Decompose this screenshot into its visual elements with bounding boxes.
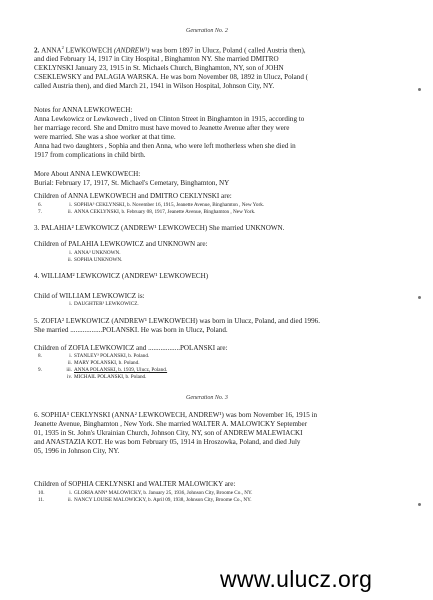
child-entry: ANNA CEKLYNSKI, b. February 08, 1917, Jeanette Avenue, Binghamton , New York. xyxy=(74,209,256,215)
child-number: 11. xyxy=(38,497,45,503)
child-entry: MARY POLANSKI, b. Poland. xyxy=(74,360,140,366)
sophia-line-5: 05, 1996 in Johnson City, NY. xyxy=(34,446,120,455)
child-roman: i. xyxy=(69,250,72,256)
anna-line-1 xyxy=(34,44,410,55)
children-anna-heading: Children of ANNA LEWKOWECH and DMITRO CEKLYNSKI are: xyxy=(34,192,232,200)
william-children-heading: Child of WILLIAM LEWKOWICZ is: xyxy=(34,292,145,300)
child-entry: STANLEY³ POLANSKI, b. Poland. xyxy=(74,353,150,359)
child-entry: NANCY LOUISE MALOWICKY, b. April 09, 1938, Johnson City, Broome Co., NY. xyxy=(74,497,252,503)
child-entry: DAUGHTER³ LEWKOWICZ. xyxy=(74,301,139,307)
child-roman: ii. xyxy=(67,257,72,263)
scan-mark xyxy=(418,296,421,299)
child-roman: i. xyxy=(69,353,72,359)
notes-line-3: were married. She was a shoe worker at that time. xyxy=(34,132,176,141)
generation-3-header: Generation No. 3 xyxy=(186,395,228,401)
sophia-line-2: Jeanette Avenue, Binghamton , New York. She married WALTER A. MALOWICKY September xyxy=(34,419,308,428)
notes-line-5: 1917 from complications in child birth. xyxy=(34,150,146,159)
anna-line-5: called Austria then), and died March 21, 1941 in Wilson Hospital, Johnson City, NY. xyxy=(34,81,275,90)
sophia-line-4: and ANASTAZIA KOT. He was born February 05, 1914 in Hroszowka, Poland, and died July xyxy=(34,437,301,446)
anna-parent: (ANDREW¹) xyxy=(113,46,150,55)
notes-line-2: her marriage record. She and Dmitro must have moved to Jeanette Avenue after they were xyxy=(34,123,290,132)
child-number: 8. xyxy=(38,353,42,359)
anna-line-4: CSEKLEWSKY and PALAGIA WARSKA. He was born November 08, 1892 in Ulucz, Poland ( xyxy=(34,73,309,82)
anna-generation-sup: 2 xyxy=(61,45,64,50)
scan-mark xyxy=(418,503,421,506)
sophia-line-3: 01, 1935 in St. John's Ukrainian Church, Johnson City, NY, son of ANDREW MALEWIACKI xyxy=(34,428,303,437)
child-roman: iv. xyxy=(67,374,72,380)
child-number: 10. xyxy=(38,490,45,496)
child-roman: ii. xyxy=(67,209,72,215)
site-watermark: www.ulucz.org xyxy=(220,566,373,592)
child-entry: ANNA POLANSKI, b. 1939, Ulucz, Poland. xyxy=(74,367,168,373)
more-about-heading: More About ANNA LEWKOWECH: xyxy=(34,170,141,178)
child-entry: ANNA³ UNKNOWN. xyxy=(74,250,121,256)
child-roman: ii. xyxy=(67,497,72,503)
notes-heading: Notes for ANNA LEWKOWECH: xyxy=(34,106,133,114)
generation-2-header: Generation No. 2 xyxy=(186,28,228,34)
zofia-line: 5. ZOFIA² LEWKOWICZ (ANDREW¹ LEWKOWECH) was born in Ulucz, Poland, and died 1996. xyxy=(34,317,320,325)
child-entry: GLORIA ANN⁴ MALOWICKY, b. January 25, 1936, Johnson City, Broome Co., NY. xyxy=(74,490,253,496)
child-roman: ii. xyxy=(67,360,72,366)
burial-line: Burial: February 17, 1917, St. Michael's Cemetary, Binghamton, NY xyxy=(34,178,230,187)
more-about-anna xyxy=(34,170,410,188)
sophia-line-1: 6. SOPHIA³ CEKLYNSKI (ANNA² LEWKOWECH, ANDREW¹) was born November 16, 1915 in xyxy=(34,411,318,419)
child-entry: SOPHIA UNKNOWN. xyxy=(74,257,123,263)
child-number: 7. xyxy=(38,209,42,215)
zofia-children-heading: Children of ZOFIA LEWKOWICZ and ..................POLANSKI are: xyxy=(34,344,228,352)
anna-line-2: and died February 14, 1917 in City Hospital , Binghamton NY. She married DMITRO xyxy=(34,55,279,64)
child-roman: iii. xyxy=(66,367,72,373)
zofia-line-2: She married ..................POLANSKI. He was born in Ulucz, Poland. xyxy=(34,326,228,334)
william-line: 4. WILLIAM² LEWKOWICZ (ANDREW¹ LEWKOWECH) xyxy=(34,272,209,280)
child-entry: SOPHIA³ CEKLYNSKI, b. November 16, 1915, Jeanette Avenue, Binghamton , New York. xyxy=(74,202,265,208)
palahia-line: 3. PALAHIA² LEWKOWICZ (ANDREW¹ LEWKOWECH) She married UNKNOWN. xyxy=(34,224,285,232)
anna-notes xyxy=(34,106,410,159)
scan-mark xyxy=(418,88,421,91)
palahia-children-heading: Children of PALAHIA LEWKOWICZ and UNKNOWN are: xyxy=(34,240,208,248)
anna-surname: LEWKOWECH xyxy=(65,46,113,55)
anna-number: 2. xyxy=(34,46,40,55)
sophia-paragraph xyxy=(34,411,410,456)
notes-line-4: Anna had two daughters , Sophia and then Anna, who were left motherless when she died in xyxy=(34,141,296,150)
sophia-children-heading: Children of SOPHIA CEKLYNSKI and WALTER MALOWICKY are: xyxy=(34,480,236,488)
notes-line-1: Anna Lewkowicz or Lewkowech , lived on Clinton Street in Binghamton in 1915, according to xyxy=(34,114,305,123)
child-roman: i. xyxy=(69,202,72,208)
child-number: 6. xyxy=(38,202,42,208)
child-roman: i. xyxy=(69,301,72,307)
anna-name: ANNA xyxy=(41,46,62,55)
child-roman: i. xyxy=(69,490,72,496)
anna-birth-text: was born 1897 in Ulucz, Poland ( called Austria then), xyxy=(149,46,306,55)
child-entry: MICHAIL POLANSKI, b. Poland. xyxy=(74,374,147,380)
anna-paragraph xyxy=(34,44,410,91)
anna-line-3: CEKLYNSKI January 23, 1915 in St. Michaels Church, Binghamton, NY, son of JOHN xyxy=(34,64,284,73)
child-number: 9. xyxy=(38,367,42,373)
